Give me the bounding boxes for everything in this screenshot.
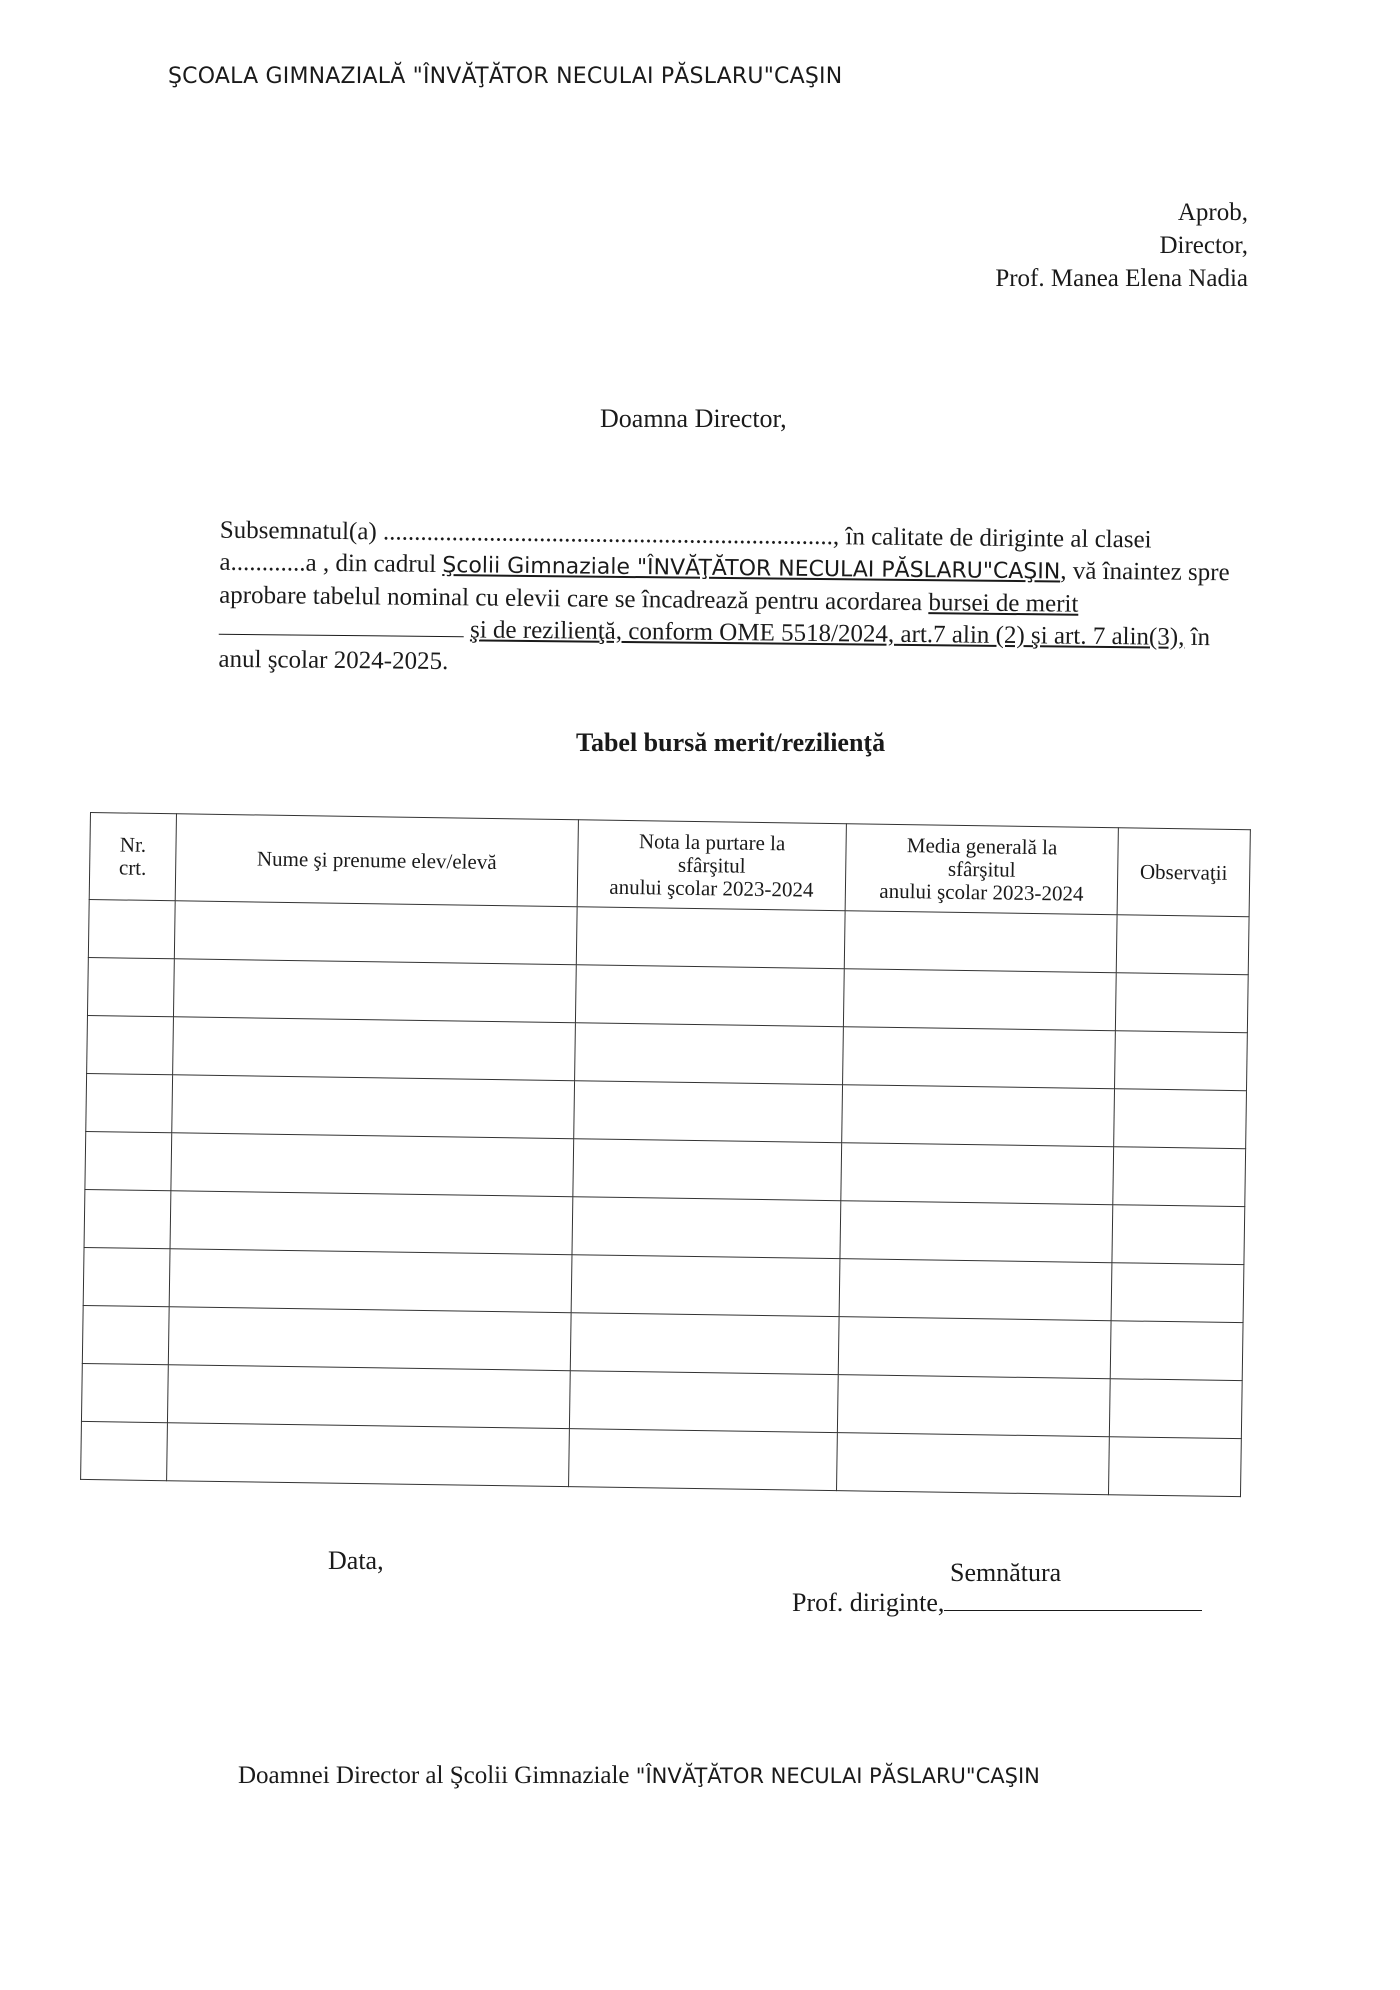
teacher-signature (792, 1588, 1202, 1618)
table-cell[interactable] (172, 1075, 575, 1139)
table-cell[interactable] (88, 899, 175, 958)
school-name-underlined: Şcolii Gimnaziale "ÎNVĂŢĂTOR NECULAI PĂSLARU"CAŞIN (442, 553, 1061, 585)
table-cell[interactable] (574, 1081, 843, 1143)
header-nr-crt (89, 813, 176, 901)
header-nr-line1: Nr. (119, 832, 147, 857)
table-cell[interactable] (83, 1247, 170, 1306)
table-cell[interactable] (841, 1143, 1114, 1205)
blank-line (219, 616, 464, 638)
approval-block (952, 196, 1248, 295)
addressee (238, 1762, 1040, 1790)
table-cell[interactable] (569, 1371, 838, 1433)
table-cell[interactable] (842, 1085, 1115, 1147)
teacher-label: Prof. diriginte, (792, 1588, 945, 1617)
table-cell[interactable] (575, 965, 844, 1027)
scholarship-type-b: şi de rezilienţă, conform OME 5518/2024, art.7 alin (2) şi art. 7 alin(3), (469, 616, 1185, 651)
table-header-row (89, 813, 1250, 917)
table-cell[interactable] (167, 1365, 570, 1429)
header-average-line1: Media generală la (906, 832, 1058, 859)
table-cell[interactable] (85, 1131, 172, 1190)
table-cell[interactable] (173, 959, 576, 1023)
table-cell[interactable] (84, 1189, 171, 1248)
table-cell[interactable] (82, 1305, 169, 1364)
table-cell[interactable] (1108, 1437, 1241, 1497)
table-cell[interactable] (837, 1375, 1110, 1437)
table-cell[interactable] (169, 1249, 572, 1313)
table-cell[interactable] (174, 901, 577, 965)
body-part2: , vă înaintez spre aprobare tabelul nominal cu elevii care se încadrează pentru acordarea (219, 557, 1230, 617)
table-cell[interactable] (171, 1133, 574, 1197)
table-cell[interactable] (843, 969, 1116, 1031)
table-body (81, 899, 1249, 1496)
addressee-prefix: Doamnei Director al Şcolii Gimnaziale (238, 1762, 636, 1789)
table-cell[interactable] (573, 1139, 842, 1201)
table-cell[interactable] (1115, 973, 1248, 1033)
table-cell[interactable] (837, 1433, 1110, 1495)
request-paragraph (150, 514, 1248, 686)
table-cell[interactable] (167, 1423, 570, 1487)
scholarship-type-a: bursei de merit (928, 589, 1079, 618)
signature-label: Semnătura (950, 1558, 1062, 1587)
header-conduct-line2: sfârşitul (677, 852, 746, 878)
table-cell[interactable] (1114, 1089, 1247, 1149)
table-cell[interactable] (571, 1255, 840, 1317)
table-cell[interactable] (572, 1197, 841, 1259)
header-observations: Observaţii (1117, 828, 1250, 917)
signature-line[interactable] (944, 1590, 1202, 1611)
table-cell[interactable] (840, 1201, 1113, 1263)
table-cell[interactable] (570, 1313, 839, 1375)
scholarship-table (80, 812, 1250, 1497)
table-cell[interactable] (1115, 1031, 1248, 1091)
header-conduct-line3: anului şcolar 2023-2024 (609, 874, 814, 902)
approval-line-director: Director, (1159, 232, 1248, 259)
table-cell[interactable] (81, 1363, 168, 1422)
table-title: Tabel bursă merit/rezilienţă (576, 728, 886, 757)
table-cell[interactable] (838, 1317, 1111, 1379)
body-part3: în anul şcolar 2024-2025. (218, 623, 1211, 676)
table-cell[interactable] (1110, 1321, 1243, 1381)
approval-line-name: Prof. Manea Elena Nadia (995, 265, 1248, 292)
body-part1: Subsemnatul(a) ........................................................................, în calitate de diriginte al clasei a............a , din cadrul (219, 516, 1152, 579)
table-cell[interactable] (843, 1027, 1116, 1089)
table-cell[interactable] (87, 1015, 174, 1074)
table-cell[interactable] (839, 1259, 1112, 1321)
table-cell[interactable] (173, 1017, 576, 1081)
table-cell[interactable] (576, 907, 845, 969)
header-average-line3: anului şcolar 2023-2024 (879, 878, 1084, 906)
header-conduct-grade (577, 820, 846, 911)
approval-line-aprob: Aprob, (1177, 199, 1248, 226)
table-cell[interactable] (1113, 1147, 1246, 1207)
table-cell[interactable] (86, 1073, 173, 1132)
table-cell[interactable] (87, 957, 174, 1016)
table-cell[interactable] (1112, 1205, 1245, 1265)
school-header: ŞCOALA GIMNAZIALĂ "ÎNVĂŢĂTOR NECULAI PĂSLARU"CAŞIN (168, 64, 843, 89)
table-cell[interactable] (1111, 1263, 1244, 1323)
table-cell[interactable] (1109, 1379, 1242, 1439)
table-cell[interactable] (170, 1191, 573, 1255)
salutation: Doamna Director, (600, 404, 787, 433)
header-average-line2: sfârşitul (947, 856, 1016, 882)
header-student-name: Nume şi prenume elev/elevă (175, 814, 578, 907)
table-cell[interactable] (569, 1429, 838, 1491)
header-nr-line2: crt. (118, 855, 147, 880)
table-cell[interactable] (168, 1307, 571, 1371)
addressee-school: "ÎNVĂŢĂTOR NECULAI PĂSLARU"CAŞIN (635, 1764, 1040, 1788)
table-cell[interactable] (844, 911, 1117, 973)
date-label: Data, (328, 1546, 384, 1575)
header-conduct-line1: Nota la purtare la (638, 828, 786, 855)
table-cell[interactable] (1116, 915, 1249, 975)
table-cell[interactable] (81, 1421, 168, 1480)
table-cell[interactable] (575, 1023, 844, 1085)
header-general-average (845, 824, 1118, 915)
